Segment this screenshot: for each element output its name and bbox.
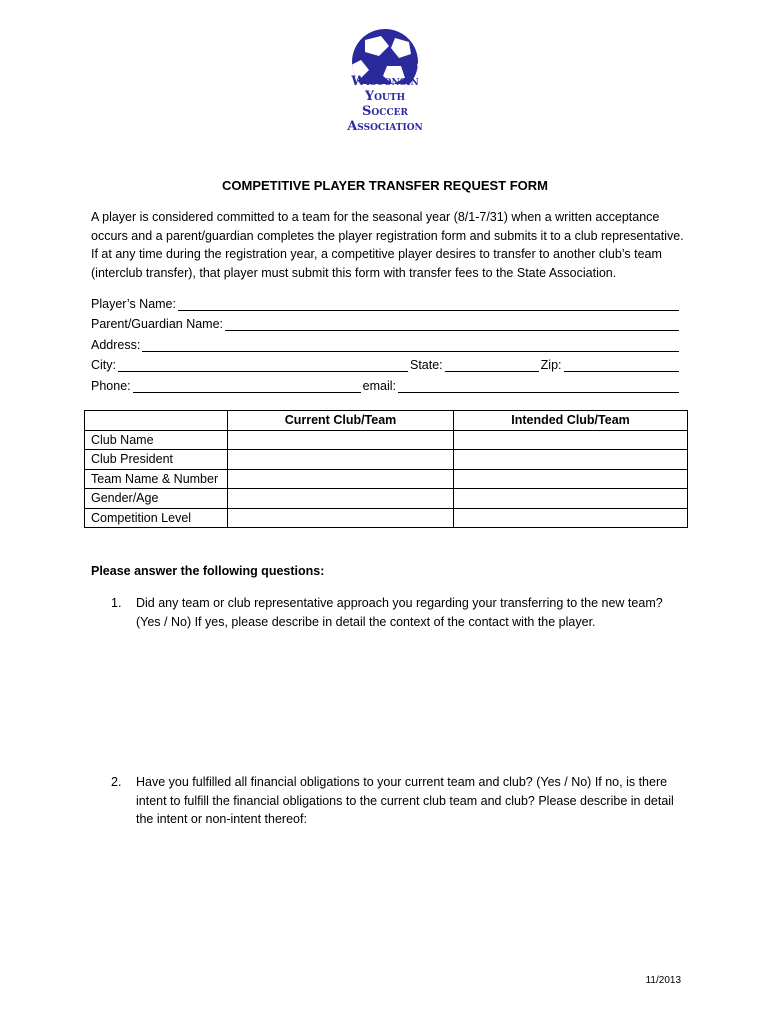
zip-field[interactable] [564,358,679,372]
current-club-president-cell[interactable] [228,450,454,470]
intended-club-president-cell[interactable] [454,450,688,470]
city-field[interactable] [118,358,408,372]
row-label-club-president: Club President [85,450,228,470]
player-name-label: Player’s Name: [91,296,176,311]
city-label: City: [91,358,116,372]
player-name-row [91,290,681,311]
phone-label: Phone: [91,378,131,393]
parent-name-label: Parent/Guardian Name: [91,317,224,331]
table-header-blank [85,411,228,431]
email-label: email: [362,378,396,393]
current-club-name-cell[interactable] [228,430,454,450]
row-label-competition-level: Competition Level [85,508,228,528]
current-gender-age-cell[interactable] [228,489,454,509]
row-label-gender-age: Gender/Age [85,489,228,509]
intended-team-name-cell[interactable] [454,469,688,489]
phone-email-row [91,372,681,393]
player-name-field[interactable] [178,297,679,311]
header-current-club: Current Club/Team [228,411,454,431]
form-title: COMPETITIVE PLAYER TRANSFER REQUEST FORM [222,178,548,193]
header-intended-club: Intended Club/Team [454,411,688,431]
question-number: 1. [111,596,122,610]
question-text: Have you fulfilled all financial obligations to your current team and club? (Yes / No) If no, is there intent to fulfill the financial obligations to the current club team and club? Please describe in detail the intent or non-intent thereof: [136,775,674,826]
question-2 [111,773,689,829]
club-table [84,410,688,528]
address-label: Address: [91,337,141,352]
state-label: State: [410,358,443,372]
question-text: Did any team or club representative approach you regarding your transferring to the new team? (Yes / No) If yes, please describe in detail the context of the contact with the player. [136,596,663,629]
current-team-name-cell[interactable] [228,469,454,489]
table-row [85,508,688,528]
intro-paragraph: A player is considered committed to a team for the seasonal year (8/1-7/31) when a written acceptance occurs and a parent/guardian completes the player registration form and submits it to a club representative. If at any time during the registration year, a competitive player desires to transfer to another club’s team (interclub transfer), that player must submit this form with transfer fees to the State Association. [91,210,684,280]
table-row [85,489,688,509]
questions-heading: Please answer the following questions: [91,564,325,578]
logo-line-4: Association [347,119,423,132]
current-competition-level-cell[interactable] [228,508,454,528]
question-number: 2. [111,775,122,789]
logo-line-2: Youth [364,89,406,104]
email-field[interactable] [398,379,679,393]
table-header-row [85,411,688,431]
intended-gender-age-cell[interactable] [454,489,688,509]
address-row [91,331,681,352]
wysa-logo [335,26,435,132]
address-field[interactable] [142,338,679,352]
zip-label: Zip: [540,358,562,372]
row-label-club-name: Club Name [85,430,228,450]
row-label-team-name: Team Name & Number [85,469,228,489]
parent-name-row [91,311,681,332]
logo-line-1: Wisconsin [351,74,419,89]
parent-name-field[interactable] [225,317,679,331]
intended-competition-level-cell[interactable] [454,508,688,528]
contact-fields [91,290,681,393]
city-state-zip-row [91,352,681,373]
logo-line-3: Soccer [362,104,408,119]
phone-field[interactable] [133,379,361,393]
revision-date: 11/2013 [645,975,681,986]
state-field[interactable] [445,358,539,372]
question-1 [111,594,689,631]
table-row [85,450,688,470]
intended-club-name-cell[interactable] [454,430,688,450]
table-row [85,430,688,450]
table-row [85,469,688,489]
